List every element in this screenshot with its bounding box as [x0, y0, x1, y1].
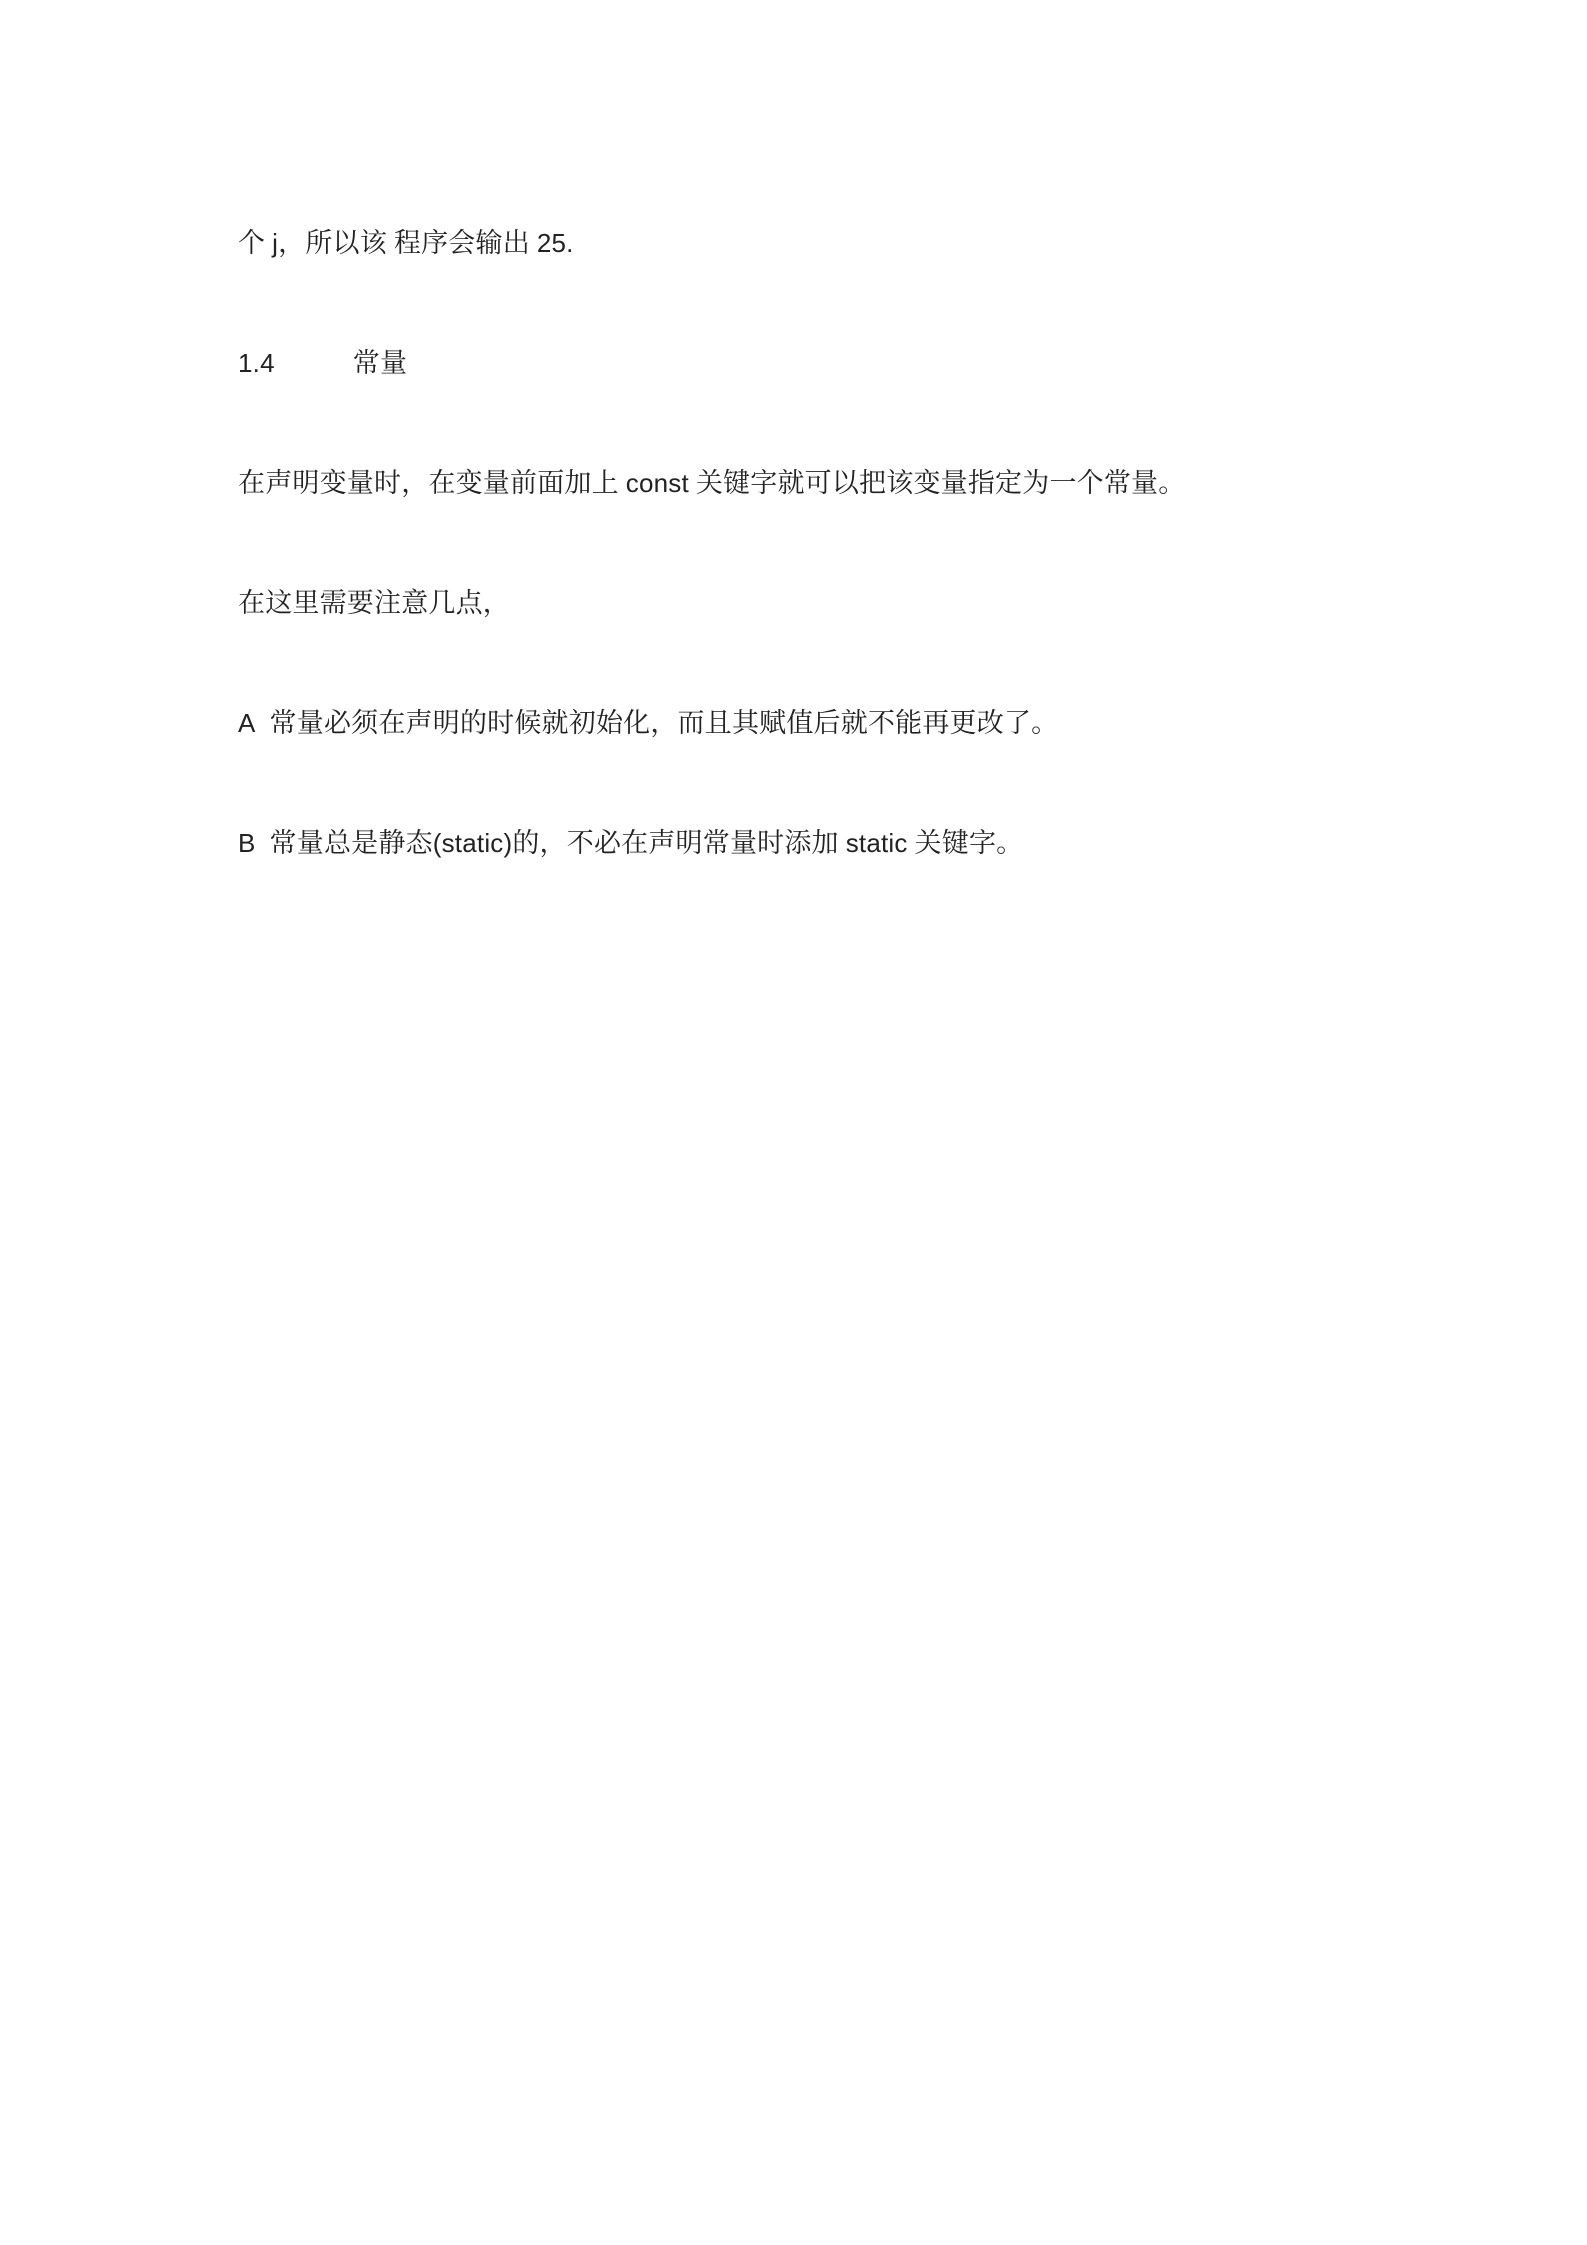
paragraph-notes-intro	[238, 586, 1358, 620]
text-segment: 常量必须在声明的时候就初始化，而且其赋值后就不能再更改了。	[269, 708, 1059, 738]
text-segment: 在声明变量时，在变量前面加上	[238, 468, 626, 498]
text-segment: 个	[238, 228, 273, 258]
section-heading	[238, 346, 1358, 380]
list-item-b	[238, 826, 1358, 860]
text-segment: 常量	[352, 348, 408, 378]
document-content	[238, 190, 1358, 946]
text-segment: 1.4	[238, 348, 275, 378]
text-segment: ，所以该 程序会输出	[278, 228, 537, 258]
text-segment: 关键字。	[907, 828, 1024, 858]
text-segment: (static)	[432, 828, 513, 858]
list-item-a	[238, 706, 1358, 740]
text-segment: 的，不必在声明常量时添加	[512, 828, 846, 858]
paragraph-continuation	[238, 226, 1358, 260]
text-segment: 在这里需要注意几点，	[238, 588, 510, 618]
text-segment: 常量总是静态	[269, 828, 433, 858]
paragraph-const-intro	[238, 466, 1358, 500]
text-segment: static	[845, 828, 908, 858]
text-segment: 25.	[536, 228, 574, 258]
text-segment: 关键字就可以把该变量指定为一个常量。	[688, 468, 1186, 498]
text-segment: const	[625, 468, 689, 498]
text-segment: j	[272, 228, 279, 258]
text-segment: B	[238, 828, 256, 858]
text-segment: A	[238, 708, 256, 738]
